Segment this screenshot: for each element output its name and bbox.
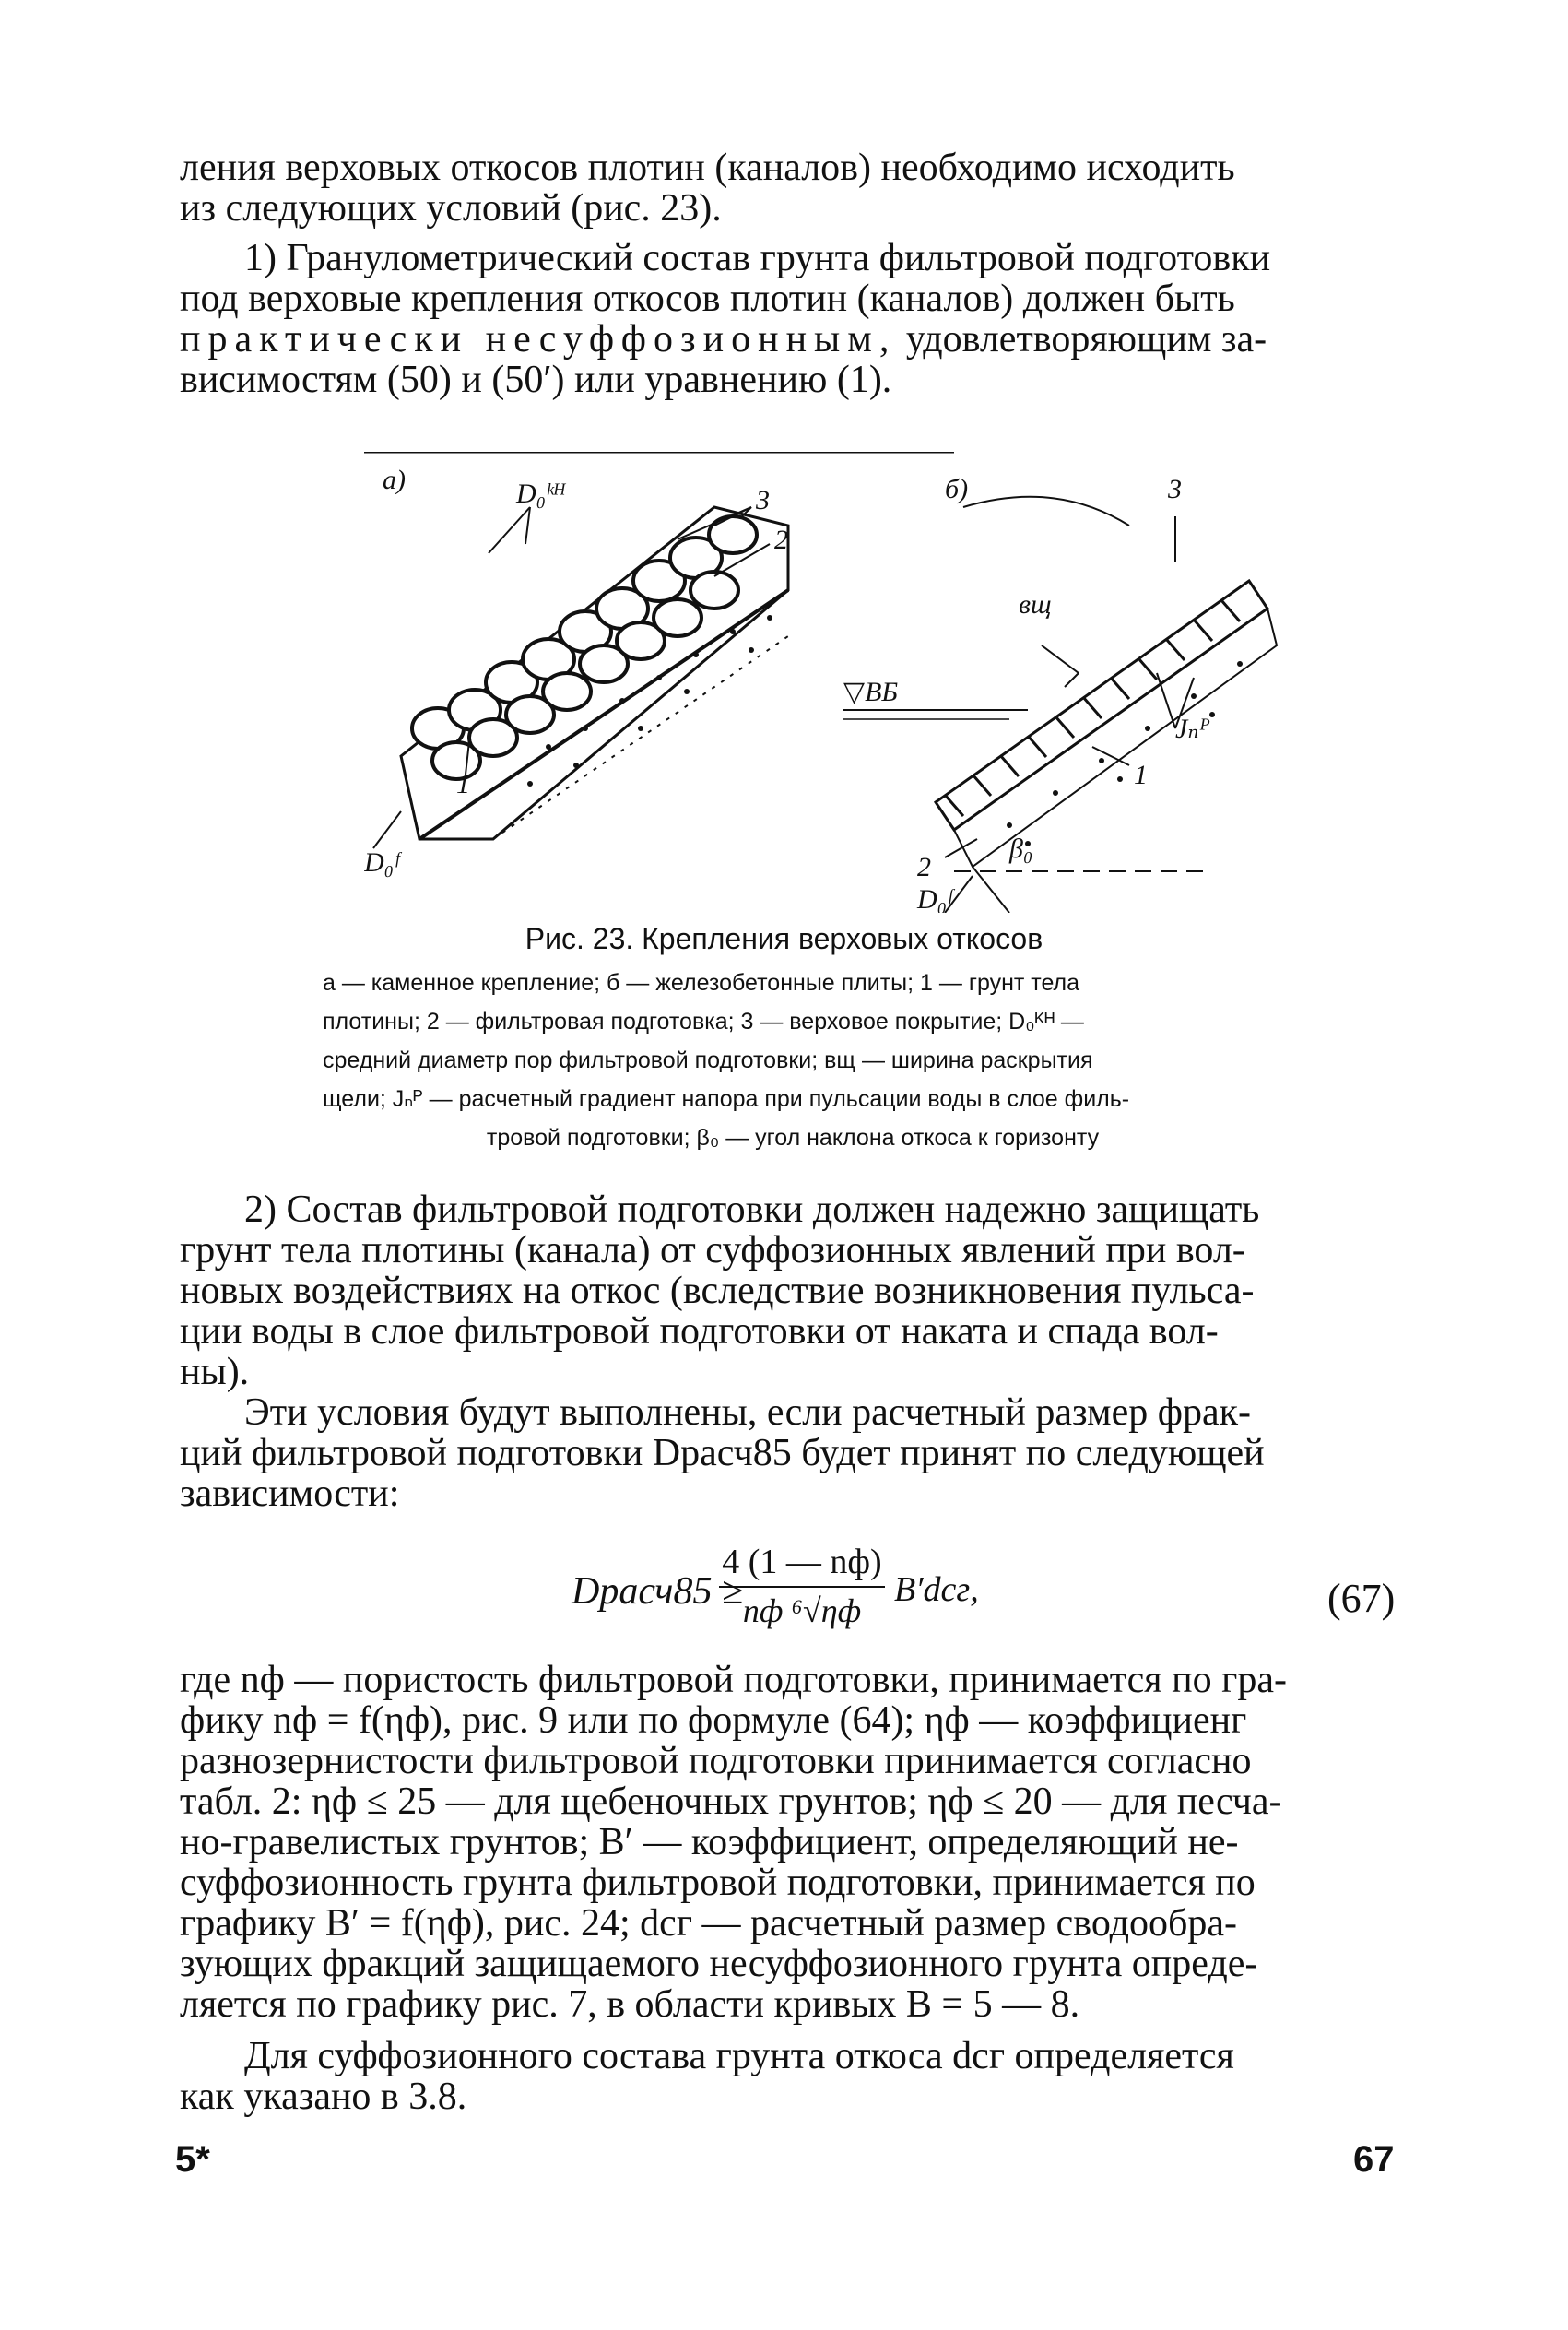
formula-numerator: 4 (1 — nф) xyxy=(722,1543,882,1581)
text-line: графику B′ = f(ηф), рис. 24; dсг — расчетный размер сводообра- xyxy=(180,1902,1237,1945)
formula-denominator: nф ⁶√ηф xyxy=(742,1592,862,1629)
label-bsh: вщ xyxy=(1019,589,1052,620)
label-2-a: 2 xyxy=(774,525,788,555)
equation-67 xyxy=(572,1542,1401,1634)
text-line: табл. 2: ηф ≤ 25 — для щебеночных грунтов; ηф ≤ 20 — для песча- xyxy=(180,1780,1282,1823)
paragraph-definitions xyxy=(180,1660,1406,2025)
text-line: где nф — пористость фильтровой подготовки, принимается по гра- xyxy=(180,1659,1287,1701)
text-line: висимостям (50) и (50′) или уравнению (1). xyxy=(180,359,892,401)
text-line: но-гравелистых грунтов; B′ — коэффициент, определяющий не- xyxy=(180,1821,1239,1863)
text-line: новых воздействиях на откос (вследствие возникновения пульса- xyxy=(180,1270,1255,1312)
page-number: 67 xyxy=(1353,2139,1395,2180)
panel-a-label: а) xyxy=(383,465,406,495)
text-fragment: удовлетворяющим за- xyxy=(896,318,1267,361)
label-1-b: 1 xyxy=(1134,760,1148,790)
label-3-b: 3 xyxy=(1168,474,1182,504)
paragraph-suffosion xyxy=(180,2036,1406,2117)
equation-number: (67) xyxy=(1327,1576,1396,1621)
label-d0-f-a: D₀ᶠ xyxy=(364,847,399,878)
text-line: ляется по графику рис. 7, в области кривых B = 5 — 8. xyxy=(180,1983,1080,2026)
text-line: под верховые крепления откосов плотин (каналов) должен быть xyxy=(180,278,1235,320)
caption-line: а — каменное крепление; б — железобетонные плиты; 1 — грунт тела xyxy=(323,970,1080,996)
text-line: фику nф = f(ηф), рис. 9 или по формуле (64); ηф — коэффициенг xyxy=(180,1699,1247,1742)
figure-caption-title: Рис. 23. Крепления верховых откосов xyxy=(525,922,1043,955)
caption-line: щели; Jₙᴾ — расчетный градиент напора при пульсации воды в слое филь- xyxy=(323,1086,1130,1112)
text-line: ны). xyxy=(180,1351,250,1393)
caption-line: тровой подготовки; β₀ — угол наклона откоса к горизонту xyxy=(486,1125,1100,1151)
paragraph-condition-2 xyxy=(180,1189,1406,1392)
label-beta0: β₀ xyxy=(1009,834,1033,864)
text-line: ления верховых откосов плотин (каналов) необходимо исходить xyxy=(180,147,1235,189)
text-line: разнозернистости фильтровой подготовки принимается согласно xyxy=(180,1740,1252,1782)
text-line: Эти условия будут выполнены, если расчетный размер фрак- xyxy=(244,1391,1251,1434)
paragraph-condition-1 xyxy=(180,238,1406,400)
formula-rest: B′dсг, xyxy=(894,1570,979,1609)
label-vb: ▽ВБ xyxy=(843,677,899,707)
caption-line: средний диаметр пор фильтровой подготовки; вщ — ширина раскрытия xyxy=(323,1047,1093,1073)
text-line: ции воды в слое фильтровой подготовки от наката и спада вол- xyxy=(180,1310,1219,1353)
figure-drawing xyxy=(364,452,1286,913)
panel-b-label: б) xyxy=(945,474,969,504)
text-line xyxy=(180,319,1406,360)
text-line: зующих фракций защищаемого несуффозионного грунта опреде- xyxy=(180,1943,1258,1985)
panel-a xyxy=(364,465,788,878)
text-line: ций фильтровой подготовки Dрасч85 будет принят по следующей xyxy=(180,1432,1265,1474)
text-line: как указано в 3.8. xyxy=(180,2076,467,2118)
label-3-a: 3 xyxy=(756,485,770,515)
text-line: суффозионность грунта фильтровой подготовки, принимается по xyxy=(180,1862,1256,1904)
figure-caption-legend xyxy=(323,964,1263,1157)
text-line: 2) Состав фильтровой подготовки должен надежно защищать xyxy=(244,1189,1260,1231)
label-d0-f-b: D₀ᶠ xyxy=(917,884,952,913)
paragraph-intro xyxy=(180,148,1406,229)
emphasized-term: практически несуффозионным, xyxy=(180,318,897,361)
text-line: грунт тела плотины (канала) от суффозионных явлений при вол- xyxy=(180,1229,1245,1271)
caption-line: плотины; 2 — фильтровая подготовка; 3 — верховое покрытие; D₀ᴷᴴ — xyxy=(323,1009,1084,1035)
text-line: из следующих условий (рис. 23). xyxy=(180,187,722,230)
label-d0-kn: D₀ᵏᴴ xyxy=(516,479,564,509)
figure-23 xyxy=(364,452,1286,913)
label-2-b: 2 xyxy=(917,852,931,882)
text-line: 1) Гранулометрический состав грунта фильтровой подготовки xyxy=(244,237,1271,279)
fraction-bar xyxy=(719,1586,885,1588)
signature-mark: 5* xyxy=(175,2139,210,2180)
text-line: зависимости: xyxy=(180,1473,400,1515)
label-1-a: 1 xyxy=(456,769,470,799)
formula-lhs: Dрасч85 ≥ xyxy=(572,1570,744,1613)
label-jp: Jₙᴾ xyxy=(1175,714,1210,744)
text-line: Для суффозионного состава грунта откоса dсг определяется xyxy=(244,2035,1234,2077)
paragraph-conditions-met xyxy=(180,1392,1406,1514)
